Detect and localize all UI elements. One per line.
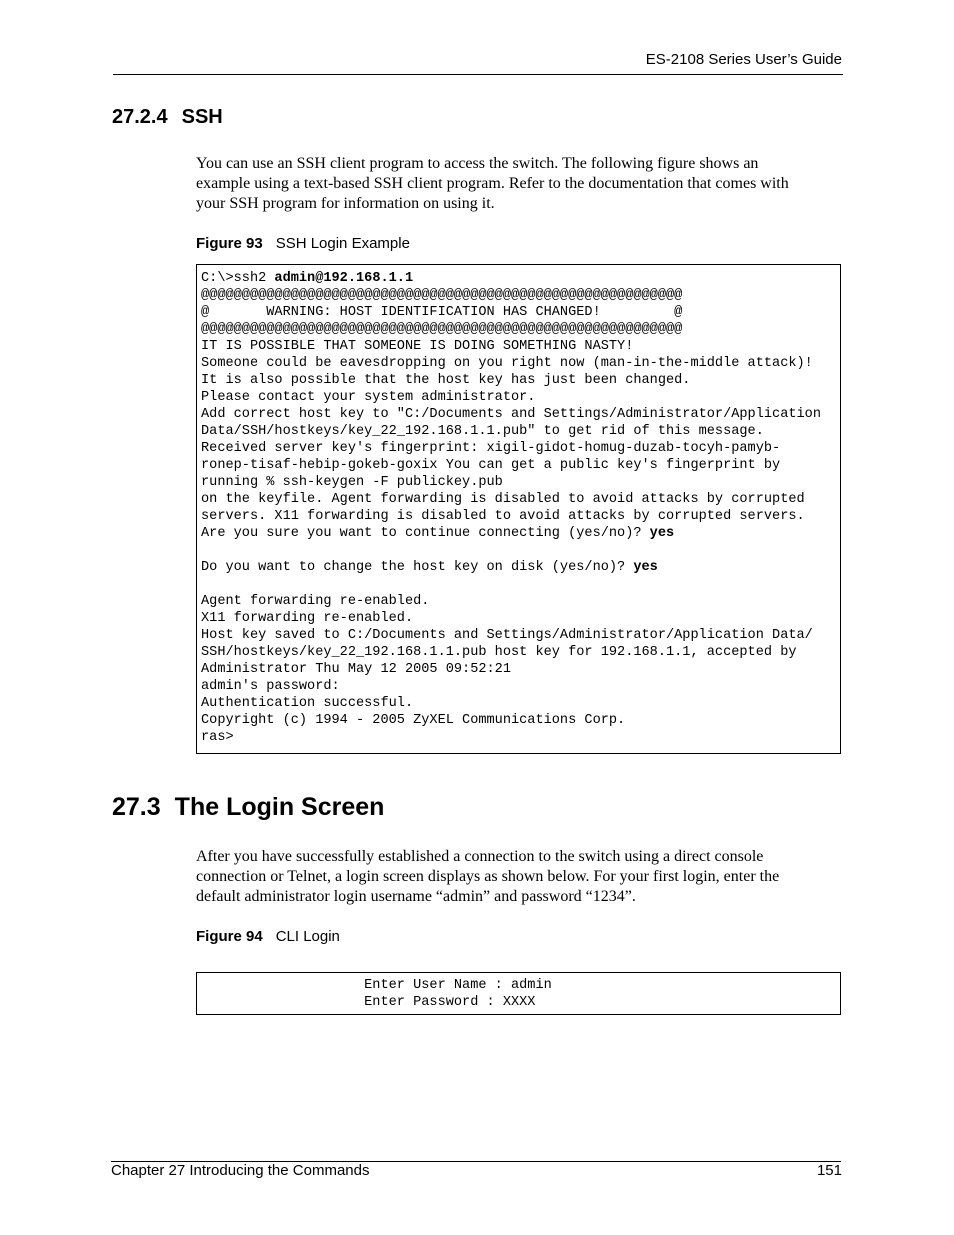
paragraph-line: example using a text-based SSH client program. Refer to the documentation that comes with [196, 175, 789, 192]
terminal-line [197, 576, 840, 593]
figure-title: CLI Login [275, 928, 340, 945]
terminal-line [197, 423, 840, 440]
terminal-text: ronep-tisaf-hebip-gokeb-goxix You can get a public key's fingerprint by [201, 458, 781, 473]
terminal-text: Do you want to change the host key on disk (yes/no)? [201, 560, 634, 575]
terminal-line [197, 457, 840, 474]
paragraph-line: default administrator login username “admin” and password “1234”. [196, 888, 636, 905]
terminal-line [197, 270, 840, 287]
terminal-line [197, 712, 840, 729]
terminal-user-input: admin@192.168.1.1 [274, 271, 414, 286]
cli-login-terminal [196, 972, 841, 1015]
terminal-text: on the keyfile. Agent forwarding is disabled to avoid attacks by corrupted [201, 492, 805, 507]
figure-94-caption [196, 928, 340, 945]
terminal-line [197, 491, 840, 508]
terminal-text: Enter User Name : admin [201, 978, 552, 993]
figure-title: SSH Login Example [275, 235, 410, 252]
terminal-line [197, 389, 840, 406]
terminal-text: SSH/hostkeys/key_22_192.168.1.1.pub host key for 192.168.1.1, accepted by [201, 645, 797, 660]
terminal-line [197, 627, 840, 644]
terminal-text: Data/SSH/hostkeys/key_22_192.168.1.1.pub" to get rid of this message. [201, 424, 764, 439]
paragraph-line: connection or Telnet, a login screen displays as shown below. For your first login, enter the [196, 868, 780, 885]
terminal-line [197, 474, 840, 491]
terminal-text: Received server key's fingerprint: xigil-gidot-homug-duzab-tocyh-pamyb- [201, 441, 781, 456]
terminal-text: Enter Password : XXXX [201, 995, 536, 1010]
terminal-text: admin's password: [201, 679, 340, 694]
paragraph-line: You can use an SSH client program to access the switch. The following figure shows an [196, 155, 759, 172]
terminal-user-input: yes [633, 560, 658, 575]
terminal-line [197, 661, 840, 678]
terminal-line [197, 355, 840, 372]
terminal-text: Add correct host key to "C:/Documents and Settings/Administrator/Application [201, 407, 821, 422]
terminal-text: C:\>ssh2 [201, 271, 275, 286]
terminal-text: X11 forwarding re-enabled. [201, 611, 414, 626]
terminal-text: Agent forwarding re-enabled. [201, 594, 430, 609]
terminal-text: Host key saved to C:/Documents and Settings/Administrator/Application Data/ [201, 628, 813, 643]
terminal-line [197, 994, 840, 1011]
terminal-line [197, 321, 840, 338]
terminal-line [197, 559, 840, 576]
terminal-line [197, 610, 840, 627]
terminal-text: @@@@@@@@@@@@@@@@@@@@@@@@@@@@@@@@@@@@@@@@@@@@@@@@@@@@@@@@@@@ [201, 288, 683, 303]
ssh-login-terminal [196, 264, 841, 754]
section-heading-ssh [112, 106, 223, 129]
terminal-text: @ WARNING: HOST IDENTIFICATION HAS CHANGED! @ [201, 305, 683, 320]
terminal-text: Copyright (c) 1994 - 2005 ZyXEL Communications Corp. [201, 713, 626, 728]
terminal-line [197, 440, 840, 457]
terminal-line [197, 406, 840, 423]
terminal-line [197, 525, 840, 542]
terminal-line [197, 729, 840, 746]
terminal-line [197, 593, 840, 610]
figure-label: Figure 93 [196, 235, 263, 252]
terminal-line [197, 304, 840, 321]
figure-label: Figure 94 [196, 928, 263, 945]
terminal-line [197, 695, 840, 712]
ssh-intro-paragraph [196, 154, 846, 214]
terminal-text: Administrator Thu May 12 2005 09:52:21 [201, 662, 511, 677]
running-header-title: ES-2108 Series User’s Guide [645, 51, 842, 68]
terminal-line [197, 508, 840, 525]
terminal-text: @@@@@@@@@@@@@@@@@@@@@@@@@@@@@@@@@@@@@@@@@@@@@@@@@@@@@@@@@@@ [201, 322, 683, 337]
terminal-text: running % ssh-keygen -F publickey.pub [201, 475, 503, 490]
section-number: 27.2.4 [112, 106, 168, 128]
terminal-line [197, 977, 840, 994]
section-number: 27.3 [112, 793, 161, 821]
terminal-text: Someone could be eavesdropping on you right now (man-in-the-middle attack)! [201, 356, 813, 371]
terminal-text: Authentication successful. [201, 696, 414, 711]
section-title: The Login Screen [174, 793, 385, 821]
section-heading-login-screen [112, 793, 384, 822]
terminal-text: ras> [201, 730, 234, 745]
terminal-user-input: yes [649, 526, 675, 541]
section-title: SSH [181, 106, 223, 128]
terminal-line [197, 287, 840, 304]
paragraph-line: After you have successfully established a connection to the switch using a direct console [196, 848, 764, 865]
footer-page-number: 151 [816, 1162, 842, 1179]
figure-93-caption [196, 235, 410, 252]
terminal-line [197, 338, 840, 355]
terminal-text: Are you sure you want to continue connecting (yes/no)? [201, 526, 650, 541]
terminal-line [197, 372, 840, 389]
terminal-line [197, 644, 840, 661]
terminal-text: It is also possible that the host key has just been changed. [201, 373, 691, 388]
terminal-line [197, 678, 840, 695]
header-divider [113, 74, 843, 75]
terminal-text: Please contact your system administrator. [201, 390, 536, 405]
login-intro-paragraph [196, 847, 846, 907]
paragraph-line: your SSH program for information on using it. [196, 195, 495, 212]
footer-chapter: Chapter 27 Introducing the Commands [111, 1162, 370, 1179]
terminal-line [197, 542, 840, 559]
terminal-text: IT IS POSSIBLE THAT SOMEONE IS DOING SOMETHING NASTY! [201, 339, 634, 354]
terminal-text: servers. X11 forwarding is disabled to avoid attacks by corrupted servers. [201, 509, 805, 524]
